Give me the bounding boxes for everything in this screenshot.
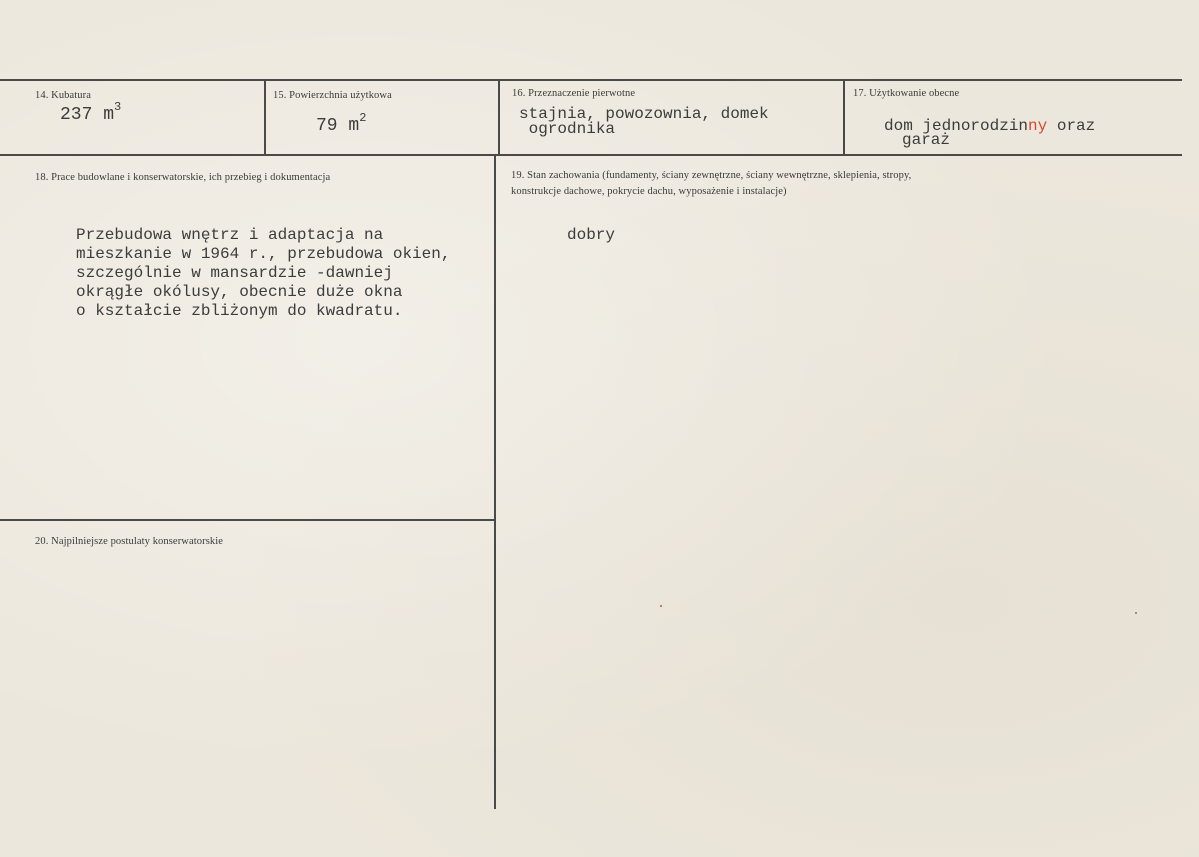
field-14-label: 14. Kubatura <box>35 90 92 101</box>
field-17-value-part-a: dom jednorodzin <box>884 117 1029 135</box>
row1-bottom-rule <box>0 154 1182 156</box>
field-16-value-line1: stajnia, powozownia, domek <box>519 105 769 123</box>
field-15-value-text: 79 m <box>316 116 360 136</box>
field-15-unit-sup: 2 <box>359 111 367 125</box>
field-18-line-4: okrągłe okólusy, obecnie duże okna <box>76 283 403 301</box>
field-15-label: 15. Powierzchnia użytkowa <box>273 90 392 101</box>
field-19-value: dobry <box>567 226 616 244</box>
divider-main-vertical <box>494 155 496 809</box>
paper-speck <box>660 605 662 607</box>
field-18-line-2: mieszkanie w 1964 r., przebudowa okien, <box>76 245 451 263</box>
paper-speck <box>1135 612 1137 614</box>
field-19-label-line2: konstrukcje dachowe, pokrycie dachu, wyposażenie i instalacje) <box>511 186 787 197</box>
divider-14-15 <box>264 80 266 155</box>
field-16-label: 16. Przeznaczenie pierwotne <box>512 88 636 99</box>
top-rule <box>0 79 1182 81</box>
field-17-value-line2: garaż <box>902 131 951 149</box>
divider-15-16 <box>498 80 500 155</box>
field-15-value <box>316 111 367 137</box>
field-18-line-1: Przebudowa wnętrz i adaptacja na <box>76 226 384 244</box>
field-14-value-text: 237 m <box>60 105 115 125</box>
field-16-value-line2: ogrodnika <box>519 120 616 138</box>
field-18-line-3: szczególnie w mansardzie -dawniej <box>76 264 393 282</box>
field-19-label-line1: 19. Stan zachowania (fundamenty, ściany zewnętrzne, ściany wewnętrzne, sklepienia, stropy, <box>511 170 912 181</box>
field-14-unit-sup: 3 <box>114 100 122 114</box>
divider-16-17 <box>843 80 845 155</box>
field-14-value <box>60 100 122 126</box>
field-18-line-5: o kształcie zbliżonym do kwadratu. <box>76 302 403 320</box>
field-17-value-part-b: oraz <box>1047 117 1096 135</box>
field-18-label: 18. Prace budowlane i konserwatorskie, ich przebieg i dokumentacja <box>35 172 331 183</box>
field-17-label: 17. Użytkowanie obecne <box>853 88 960 99</box>
field-17-value-red-correction: ny <box>1028 117 1048 135</box>
box-18-bottom-rule <box>0 519 495 521</box>
field-20-label: 20. Najpilniejsze postulaty konserwatorskie <box>35 536 224 547</box>
